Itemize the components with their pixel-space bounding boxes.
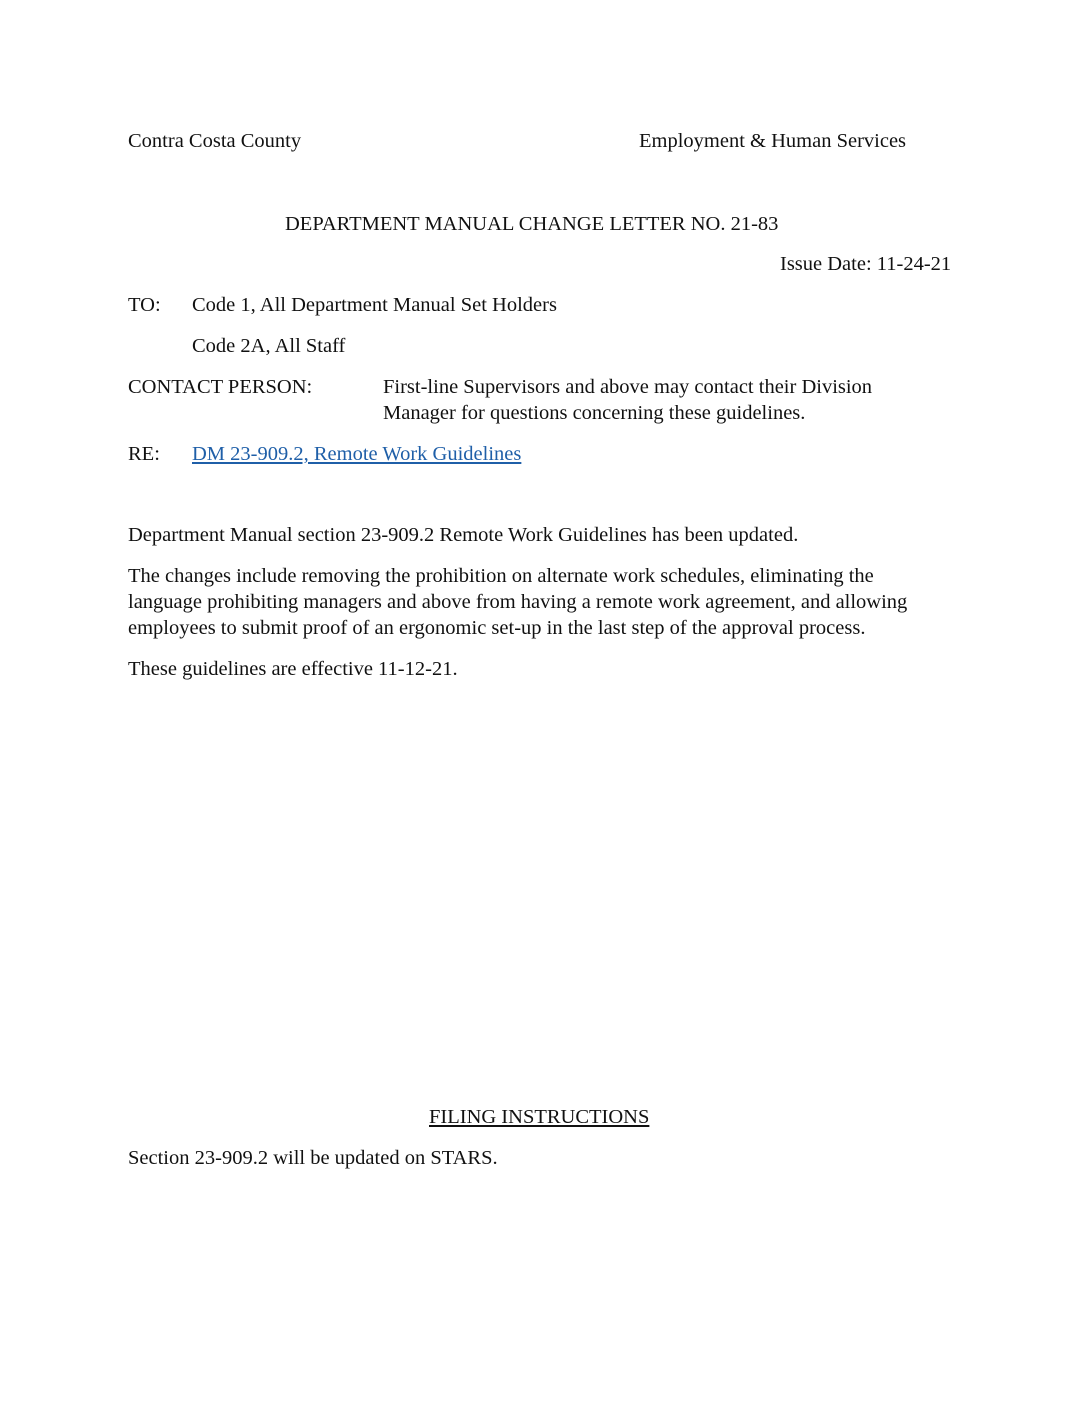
contact-line-1: First-line Supervisors and above may contact their Division [383, 376, 873, 398]
contact-label: CONTACT PERSON: [128, 376, 313, 398]
body-paragraph-2-line-1: The changes include removing the prohibition on alternate work schedules, eliminating the [128, 565, 874, 587]
body-paragraph-2-line-2: language prohibiting managers and above from having a remote work agreement, and allowing [128, 591, 908, 613]
body-paragraph-3: These guidelines are effective 11-12-21. [128, 658, 458, 680]
filing-text: Section 23-909.2 will be updated on STARS. [128, 1147, 498, 1169]
contact-line-2: Manager for questions concerning these guidelines. [383, 402, 806, 424]
to-label: TO: [128, 294, 161, 316]
body-paragraph-2-line-3: employees to submit proof of an ergonomic set-up in the last step of the approval process. [128, 617, 866, 639]
re-link[interactable]: DM 23-909.2, Remote Work Guidelines [192, 443, 522, 465]
department-name: Employment & Human Services [639, 130, 907, 152]
to-line-1: Code 1, All Department Manual Set Holders [192, 294, 557, 316]
to-line-2: Code 2A, All Staff [192, 335, 346, 357]
county-name: Contra Costa County [128, 130, 302, 152]
letter-title: DEPARTMENT MANUAL CHANGE LETTER NO. 21-83 [285, 213, 779, 235]
body-paragraph-1: Department Manual section 23-909.2 Remote Work Guidelines has been updated. [128, 524, 799, 546]
issue-date: Issue Date: 11-24-21 [780, 253, 952, 275]
filing-heading: FILING INSTRUCTIONS [429, 1106, 650, 1128]
re-label: RE: [128, 443, 160, 465]
